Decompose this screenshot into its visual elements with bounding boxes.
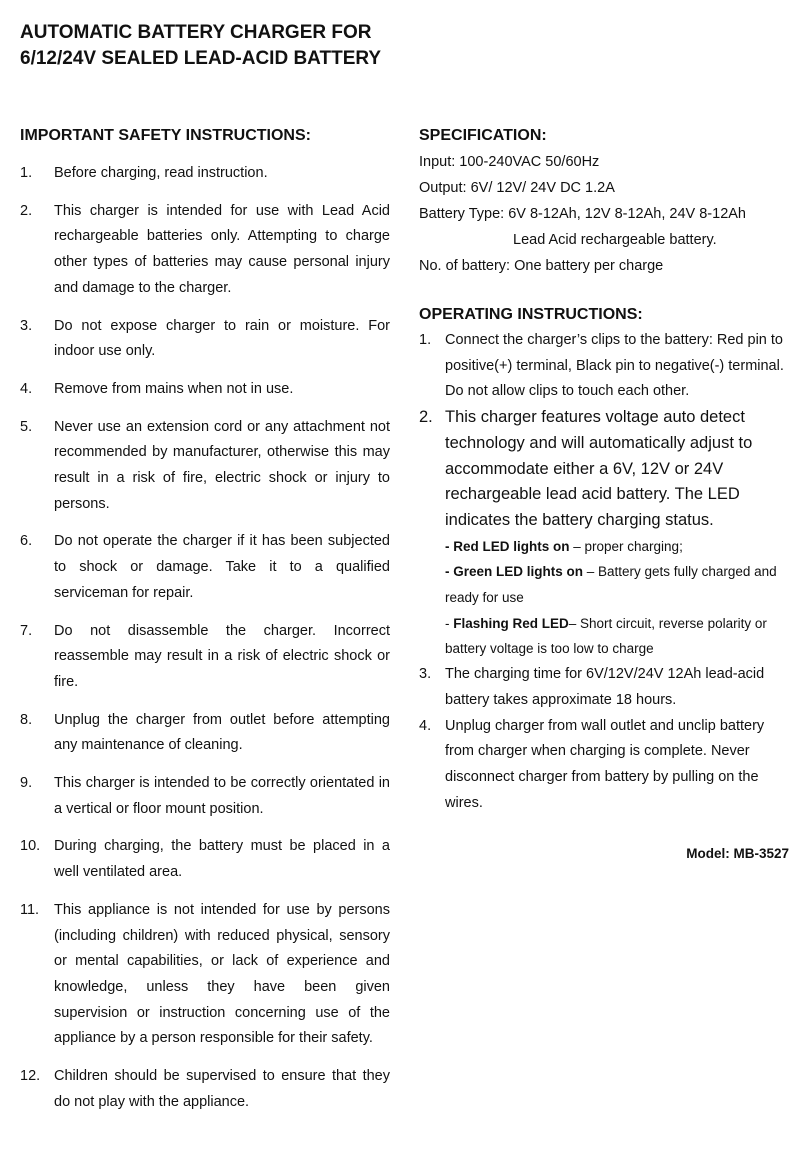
item-number: 12. (20, 1068, 41, 1085)
operating-item-3 (419, 662, 789, 713)
item-number: 11. (20, 901, 40, 918)
model-number: Model: MB-3527 (686, 846, 789, 862)
right-column (419, 124, 789, 861)
safety-item-7 (20, 619, 390, 696)
safety-heading: IMPORTANT SAFETY INSTRUCTIONS: (20, 127, 311, 144)
safety-item-1 (20, 161, 390, 187)
item-number: 1. (20, 165, 33, 181)
led-flash-label: Flashing Red LED (453, 615, 569, 631)
specification-heading: SPECIFICATION: (419, 127, 547, 144)
safety-item-12 (20, 1064, 390, 1115)
item-number: 9. (20, 775, 33, 792)
spec-battery-type: Battery Type: 6V 8-12Ah, 12V 8-12Ah, 24V 8-12Ah (419, 206, 747, 222)
operating-list (419, 328, 789, 816)
operating-item-4 (419, 714, 789, 817)
item-number: 6. (20, 533, 33, 550)
safety-item-8 (20, 708, 390, 759)
item-text: This charger is intended to be correctly orientated in a vertical or floor mount position. (54, 775, 390, 817)
safety-item-5 (20, 415, 390, 518)
safety-item-3 (20, 314, 390, 365)
specification-section (419, 124, 789, 279)
item-number: 10. (20, 838, 41, 855)
led-green-status (445, 559, 789, 610)
operating-section (419, 303, 789, 816)
safety-item-4 (20, 377, 390, 403)
item-text: Children should be supervised to ensure that they do not play with the appliance. (54, 1068, 390, 1110)
item-text: This charger features voltage auto detect technology and will automatically adjust to accommodate either a 6V, 12V or 24V rechargeable lead acid battery. The LED indicates the battery charging status. (445, 408, 753, 529)
item-text: Do not expose charger to rain or moisture. For indoor use only. (54, 317, 390, 360)
operating-heading: OPERATING INSTRUCTIONS: (419, 306, 643, 323)
item-text: During charging, the battery must be placed in a well ventilated area. (54, 838, 390, 881)
led-flash-prefix: - (445, 615, 454, 631)
item-number: 2. (20, 202, 33, 219)
item-number: 5. (20, 418, 33, 435)
item-number: 3. (419, 666, 432, 683)
spec-battery-type-cont: Lead Acid rechargeable battery. (513, 232, 717, 248)
safety-item-6 (20, 529, 390, 606)
spec-input: Input: 100-240VAC 50/60Hz (419, 154, 600, 170)
led-flash-text: – Short circuit, reverse polarity or battery voltage is too low to charge (445, 615, 767, 657)
safety-item-9 (20, 771, 390, 822)
safety-section (20, 124, 390, 1116)
item-text: Do not disassemble the charger. Incorrect reassemble may result in a risk of electric shock or fire. (54, 622, 390, 690)
safety-item-2 (20, 199, 390, 302)
safety-list (20, 161, 390, 1116)
spec-num-battery: No. of battery: One battery per charge (419, 258, 664, 274)
item-text: This appliance is not intended for use by persons (including children) with reduced physical, sensory or mental capabilities, or lack of experience and knowledge, unless they have been given supervision or instruction concerning use of the appliance by a person responsible for their safety. (54, 901, 390, 1047)
item-number: 8. (20, 711, 33, 728)
item-text: This charger is intended for use with Lead Acid rechargeable batteries only. Attempting to charge other types of batteries may cause personal injury and damage to the charger. (54, 202, 390, 296)
item-number: 2. (419, 408, 433, 427)
led-green-label: - Green LED lights on (445, 564, 584, 580)
item-number: 1. (419, 332, 432, 348)
item-text: Remove from mains when not in use. (54, 380, 294, 397)
item-number: 4. (20, 380, 33, 397)
led-green-text: – Battery gets fully charged and ready for use (445, 564, 777, 606)
document-title: AUTOMATIC BATTERY CHARGER FOR 6/12/24V SEALED LEAD-ACID BATTERY (20, 22, 382, 69)
item-number: 7. (20, 622, 33, 639)
item-text: Do not operate the charger if it has been subjected to shock or damage. Take it to a qualified serviceman for repair. (54, 533, 390, 601)
item-text: Unplug the charger from outlet before attempting any maintenance of cleaning. (54, 711, 390, 754)
led-red-label: - Red LED lights on (445, 538, 570, 554)
item-number: 4. (419, 717, 432, 734)
led-flash-status (445, 611, 789, 662)
item-text: Unplug charger from wall outlet and unclip battery from charger when charging is complete. Never disconnect charger from battery by pulling on the wires. (445, 717, 765, 811)
item-number: 3. (20, 317, 33, 334)
operating-item-1 (419, 328, 789, 405)
led-red-status (445, 534, 789, 560)
safety-item-10 (20, 834, 390, 885)
led-red-text: – proper charging; (569, 538, 683, 554)
item-text: The charging time for 6V/12V/24V 12Ah lead-acid battery takes approximate 18 hours. (445, 666, 765, 708)
item-text: Before charging, read instruction. (54, 165, 268, 181)
safety-item-11 (20, 898, 390, 1052)
item-text: Connect the charger’s clips to the battery: Red pin to positive(+) terminal, Black pin to negative(-) terminal. Do not allow clips to touch each other. (445, 332, 784, 400)
spec-output: Output: 6V/ 12V/ 24V DC 1.2A (419, 180, 615, 196)
operating-item-2 (419, 405, 789, 662)
item-text: Never use an extension cord or any attachment not recommended by manufacturer, otherwise this may result in a risk of fire, electric shock or injury to persons. (54, 418, 390, 512)
